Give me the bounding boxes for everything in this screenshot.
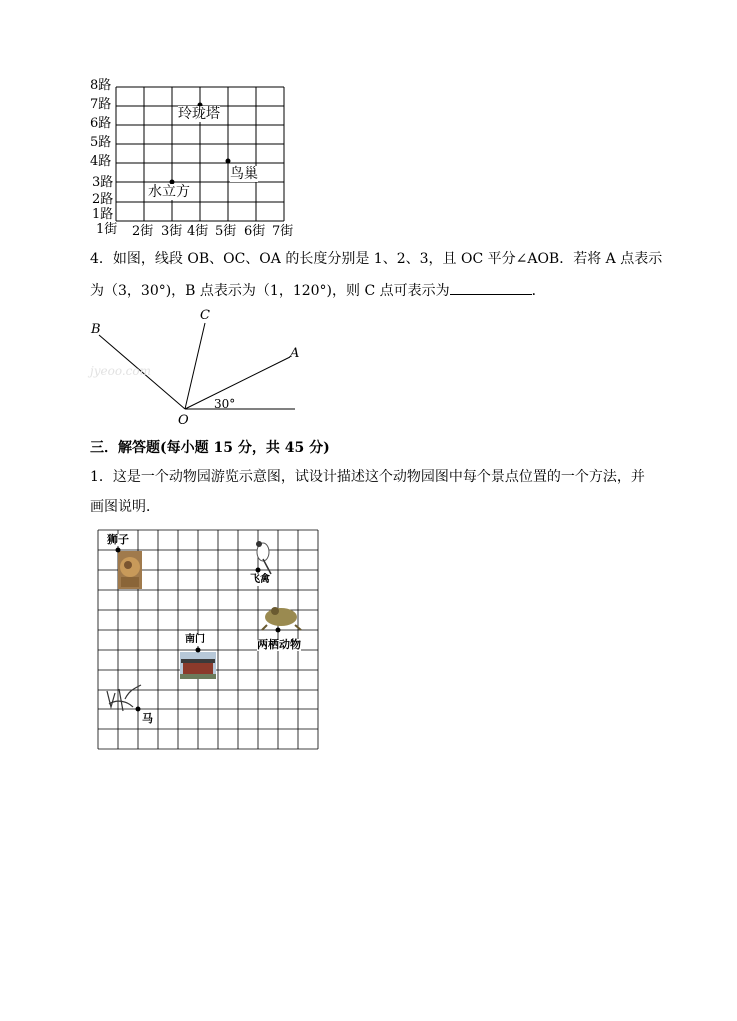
angle-figure <box>85 305 305 430</box>
place-label-birds-nest: 鸟巢 <box>230 166 258 182</box>
road-label-4: 4路 <box>90 154 112 169</box>
point-birds <box>256 568 261 573</box>
section3-q1-line1: 1．这是一个动物园游览示意图，试设计描述这个动物园图中每个景点位置的一个方法，并 <box>90 469 645 485</box>
label-O: O <box>178 413 189 428</box>
point-birds-nest <box>226 159 231 164</box>
grid-map <box>80 78 320 243</box>
street-label-6: 6街 <box>244 224 266 239</box>
section3-heading: 三．解答题(每小题 15 分，共 45 分) <box>90 440 330 456</box>
point-lion <box>116 548 121 553</box>
road-label-1: 1路 <box>92 207 114 222</box>
zoo-label-lion: 狮子 <box>107 533 129 546</box>
place-label-linglong-tower: 玲珑塔 <box>178 106 220 122</box>
segment-OC <box>185 323 205 409</box>
street-label-4: 4街 <box>187 224 209 239</box>
street-label-5: 5街 <box>215 224 237 239</box>
q4-line1: 4．如图，线段 OB、OC、OA 的长度分别是 1、2、3，且 OC 平分∠AOB．若将 A 点表示 <box>90 251 663 267</box>
point-amphibians <box>276 628 281 633</box>
lion-image <box>118 551 142 589</box>
angle-figure-svg <box>85 305 305 430</box>
label-B: B <box>91 322 101 337</box>
road-label-5: 5路 <box>90 135 112 150</box>
segment-OA <box>185 357 290 409</box>
place-label-water-cube: 水立方 <box>148 184 190 200</box>
horse-image <box>107 685 141 711</box>
zoo-label-south-gate: 南门 <box>185 634 205 645</box>
road-label-8: 8路 <box>90 78 112 93</box>
point-south-gate <box>196 648 201 653</box>
street-label-7: 7街 <box>272 224 294 239</box>
frog-image <box>262 607 301 630</box>
angle-label: 30° <box>214 397 236 411</box>
zoo-label-birds: 飞禽 <box>250 574 270 585</box>
road-label-3: 3路 <box>92 175 114 190</box>
label-A: A <box>290 346 300 361</box>
road-label-2: 2路 <box>92 192 114 207</box>
q4-line2-prefix: 为（3，30°)，B 点表示为（1，120°)，则 C 点可表示为 <box>90 283 450 299</box>
zoo-map <box>97 529 322 751</box>
section3-q1-line2: 画图说明． <box>90 499 160 515</box>
label-C: C <box>200 308 210 323</box>
answer-blank <box>450 282 532 295</box>
grid-map-svg <box>80 78 320 243</box>
point-horse <box>136 707 141 712</box>
q4-line2 <box>90 282 546 299</box>
street-label-1: 1街 <box>96 222 118 237</box>
street-label-3: 3街 <box>161 224 183 239</box>
south-gate-image <box>180 652 216 679</box>
street-label-2: 2街 <box>132 224 154 239</box>
road-label-6: 6路 <box>90 116 112 131</box>
road-label-7: 7路 <box>90 97 112 112</box>
watermark: jyeoo.com <box>90 364 151 378</box>
zoo-label-amphibians: 两栖动物 <box>257 638 301 651</box>
q4-line2-suffix: ． <box>531 283 546 299</box>
zoo-label-horse: 马 <box>142 712 153 725</box>
